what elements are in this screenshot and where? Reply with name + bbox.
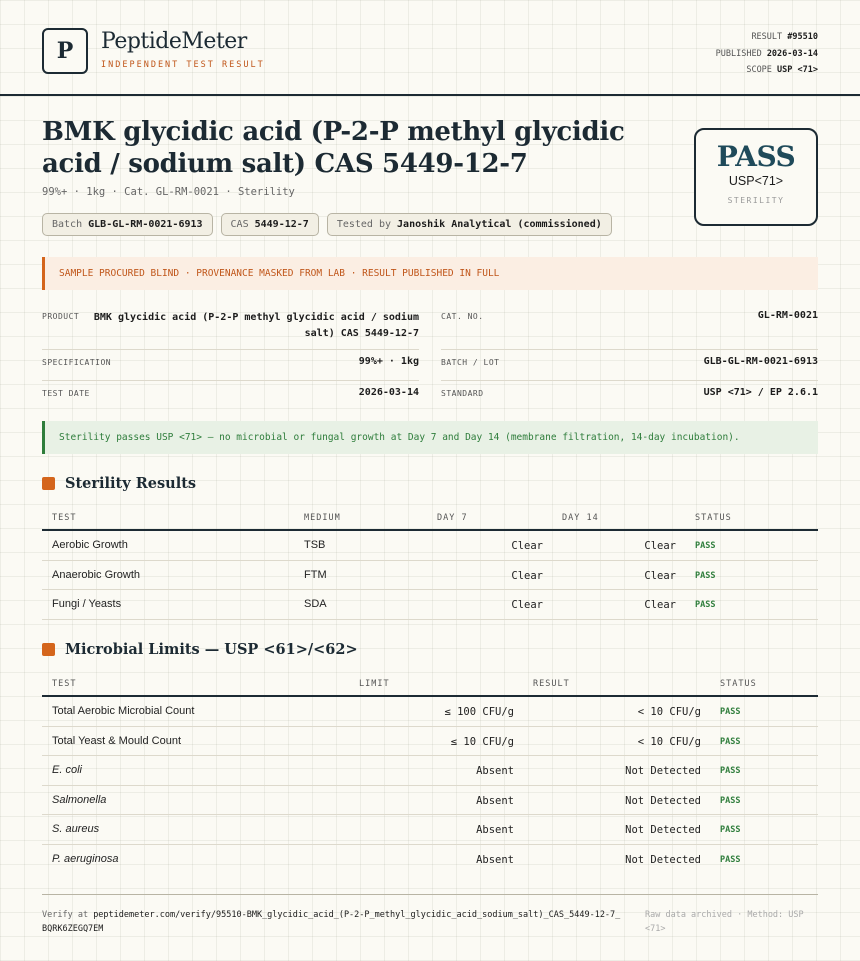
verdict-badge xyxy=(694,128,818,226)
verify-prefix: Verify at xyxy=(42,910,89,920)
verify-note xyxy=(42,908,622,936)
table-row xyxy=(42,590,818,620)
info-test-date xyxy=(42,381,419,410)
limit: ≤ 100 CFU/g xyxy=(444,706,514,718)
status-badge: PASS xyxy=(695,541,716,551)
test-name: Salmonella xyxy=(52,793,107,806)
sterility-table xyxy=(42,509,818,620)
result: < 10 CFU/g xyxy=(637,706,701,718)
day7-result: Clear xyxy=(511,599,543,611)
table-header xyxy=(42,675,818,697)
day7-result: Clear xyxy=(511,540,543,552)
info-label: PRODUCT xyxy=(42,312,80,321)
limit: Absent xyxy=(476,853,514,866)
status-badge: PASS xyxy=(720,825,741,835)
day14-result: Clear xyxy=(644,599,676,611)
table-row xyxy=(42,697,818,727)
info-value: 99%+ · 1kg xyxy=(358,356,419,367)
cas-chip xyxy=(221,213,319,236)
limit: Absent xyxy=(476,824,514,836)
microbial-table xyxy=(42,675,818,874)
table-header xyxy=(42,509,818,531)
result-id-line xyxy=(716,29,818,46)
table-row xyxy=(42,531,818,561)
status-badge: PASS xyxy=(720,854,741,865)
col-header: TEST xyxy=(52,679,77,689)
section-title: Sterility Results xyxy=(65,475,197,492)
col-header: STATUS xyxy=(695,513,732,523)
info-value: USP <71> / EP 2.6.1 xyxy=(703,387,818,398)
info-batch xyxy=(441,350,818,381)
product-title: BMK glycidic acid (P-2-P methyl glycidic acid / sodium salt) CAS 5449-12-7 xyxy=(42,117,625,179)
status-badge: PASS xyxy=(720,795,741,806)
table-row xyxy=(42,727,818,757)
product-subline: 99%+ · 1kg · Cat. GL-RM-0021 · Sterility xyxy=(42,186,295,198)
col-header: TEST xyxy=(52,513,77,523)
test-name: S. aureus xyxy=(52,823,100,835)
result: Not Detected xyxy=(625,853,701,866)
info-label: TEST DATE xyxy=(42,389,90,398)
test-name: Total Yeast & Mould Count xyxy=(52,734,182,747)
info-standard xyxy=(441,381,818,410)
brand-tagline: INDEPENDENT TEST RESULT xyxy=(101,60,265,70)
status-badge: PASS xyxy=(720,736,741,747)
test-name: Fungi / Yeasts xyxy=(52,598,122,610)
batch-chip xyxy=(42,213,213,236)
info-label: STANDARD xyxy=(441,389,484,398)
status-badge: PASS xyxy=(720,766,741,776)
medium: FTM xyxy=(304,568,327,581)
verdict-category: STERILITY xyxy=(727,196,785,205)
report-header xyxy=(0,0,860,96)
col-header: DAY 14 xyxy=(562,513,599,523)
test-name: E. coli xyxy=(52,764,82,776)
section-marker-icon xyxy=(42,643,55,656)
day14-result: Clear xyxy=(644,569,676,582)
info-value: BMK glycidic acid (P-2-P methyl glycidic acid / sodium salt) CAS 5449-12-7 xyxy=(93,312,419,339)
result: Not Detected xyxy=(625,765,701,777)
brand-logo[interactable]: P xyxy=(42,28,88,74)
table-row xyxy=(42,815,818,845)
test-name: Aerobic Growth xyxy=(52,539,128,551)
test-name: Total Aerobic Microbial Count xyxy=(52,705,195,717)
status-badge: PASS xyxy=(695,570,716,581)
scope-value: USP <71> xyxy=(777,65,818,75)
summary-banner: Sterility passes USP <71> — no microbial or fungal growth at Day 7 and Day 14 (membrane filtration, 14-day incubation). xyxy=(42,421,818,454)
day7-result: Clear xyxy=(511,569,543,582)
result-label: RESULT xyxy=(751,32,783,42)
published-date: 2026-03-14 xyxy=(766,48,818,59)
col-header: STATUS xyxy=(720,679,757,689)
info-value: 2026-03-14 xyxy=(358,387,419,398)
chip-value: 5449-12-7 xyxy=(254,219,309,230)
result: Not Detected xyxy=(625,794,701,807)
scope-label: SCOPE xyxy=(746,65,772,75)
info-label: CAT. NO. xyxy=(441,312,484,321)
scope-line xyxy=(716,62,818,79)
day14-result: Clear xyxy=(644,540,676,552)
result-id: #95510 xyxy=(787,32,818,42)
section-marker-icon xyxy=(42,477,55,490)
info-label: BATCH / LOT xyxy=(441,358,500,367)
result: Not Detected xyxy=(625,824,701,836)
info-cat-no xyxy=(441,308,818,350)
chip-label: Tested by xyxy=(336,219,391,230)
tested-by-chip xyxy=(327,213,612,236)
info-value: GLB-GL-RM-0021-6913 xyxy=(703,356,818,367)
col-header: DAY 7 xyxy=(437,513,468,523)
medium: TSB xyxy=(304,539,326,551)
chip-value: GLB-GL-RM-0021-6913 xyxy=(88,219,203,230)
report-meta xyxy=(716,29,818,79)
microbial-section-header xyxy=(42,641,358,658)
verdict-result: PASS xyxy=(716,140,796,173)
chip-label: CAS xyxy=(230,219,249,230)
info-product xyxy=(42,308,419,350)
procurement-banner: SAMPLE PROCURED BLIND · PROVENANCE MASKED FROM LAB · RESULT PUBLISHED IN FULL xyxy=(42,257,818,290)
table-row xyxy=(42,786,818,816)
table-row xyxy=(42,561,818,591)
status-badge: PASS xyxy=(720,707,741,717)
table-row xyxy=(42,845,818,875)
info-specification xyxy=(42,350,419,381)
limit: ≤ 10 CFU/g xyxy=(450,735,514,748)
brand-name[interactable]: PeptideMeter xyxy=(101,29,247,54)
info-label: SPECIFICATION xyxy=(42,358,112,367)
col-header: RESULT xyxy=(533,679,570,689)
section-title: Microbial Limits — USP <61>/<62> xyxy=(65,641,358,658)
limit: Absent xyxy=(476,794,514,807)
col-header: MEDIUM xyxy=(304,513,341,523)
verify-link[interactable]: peptidemeter.com/verify/95510-BMK_glycidic_acid_(P-2-P_methyl_glycidic_acid_sodium_salt)_CAS_5449-12-7_BQRK6ZEGQ7EM xyxy=(42,910,621,934)
sterility-section-header xyxy=(42,475,196,492)
chip-label: Batch xyxy=(52,219,83,230)
footer-divider xyxy=(42,894,818,895)
chip-value: Janoshik Analytical (commissioned) xyxy=(397,219,602,230)
published-line xyxy=(716,46,818,63)
product-chips xyxy=(42,213,612,236)
status-badge: PASS xyxy=(695,600,716,610)
col-header: LIMIT xyxy=(359,679,390,689)
result: < 10 CFU/g xyxy=(637,735,701,748)
info-value: GL-RM-0021 xyxy=(757,310,818,321)
medium: SDA xyxy=(304,598,327,610)
verdict-standard: USP<71> xyxy=(728,174,784,188)
published-label: PUBLISHED xyxy=(715,48,762,59)
table-row xyxy=(42,756,818,786)
test-name: Anaerobic Growth xyxy=(52,568,141,581)
test-name: P. aeruginosa xyxy=(52,852,119,865)
archive-note: Raw data archived · Method: USP <71> xyxy=(645,910,804,934)
limit: Absent xyxy=(476,765,514,777)
